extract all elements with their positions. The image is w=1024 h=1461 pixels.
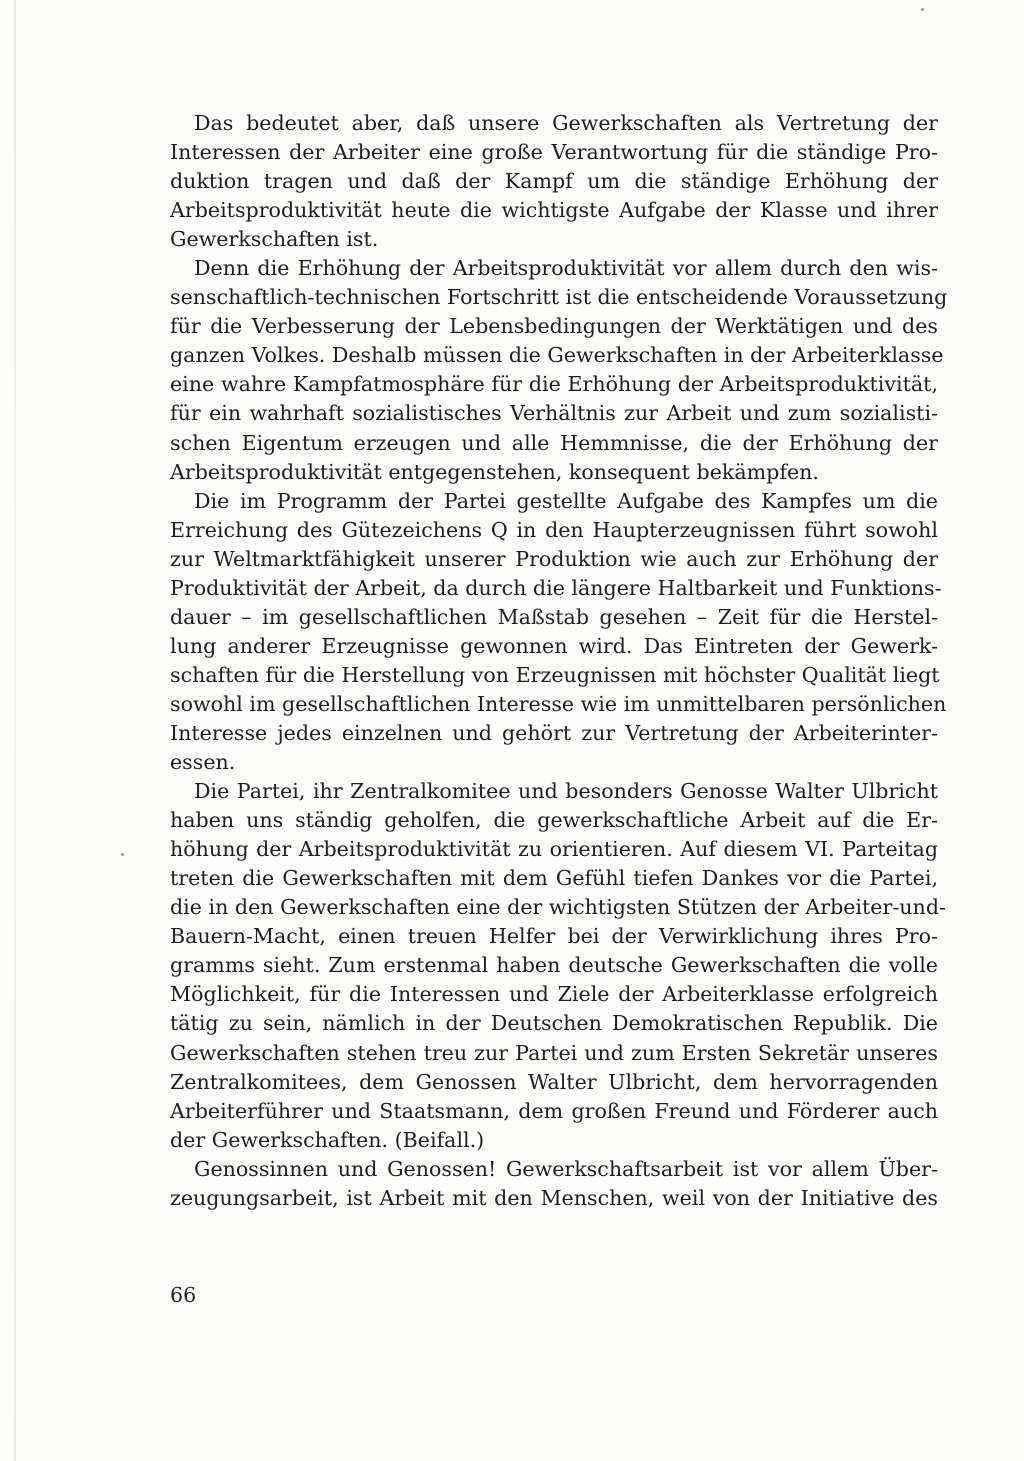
text-line: Das bedeutet aber, daß unsere Gewerkschaften als Vertretung der	[194, 111, 938, 135]
text-line: haben uns ständig geholfen, die gewerkschaftliche Arbeit auf die Er-	[170, 808, 938, 833]
text-line: Interessen der Arbeiter eine große Verantwortung für die ständige Pro-	[170, 140, 938, 165]
text-line: eine wahre Kampfatmosphäre für die Erhöhung der Arbeitsproduktivität,	[170, 372, 938, 397]
text-line: treten die Gewerkschaften mit dem Gefühl tiefen Dankes vor die Partei,	[170, 866, 938, 891]
text-line: schaften für die Herstellung von Erzeugnissen mit höchster Qualität liegt	[170, 662, 940, 687]
text-line: gramms sieht. Zum erstenmal haben deutsche Gewerkschaften die volle	[170, 953, 938, 978]
text-line: zur Weltmarktfähigkeit unserer Produktion wie auch zur Erhöhung der	[170, 546, 938, 571]
text-line: Die Partei, ihr Zentralkomitee und besonders Genosse Walter Ulbricht	[194, 779, 938, 804]
text-line: Interesse jedes einzelnen und gehört zur Vertretung der Arbeiterinter-	[170, 720, 938, 745]
text-line: lung anderer Erzeugnisse gewonnen wird. Das Eintreten der Gewerk-	[170, 633, 938, 658]
text-line: dauer – im gesellschaftlichen Maßstab gesehen – Zeit für die Herstel-	[170, 604, 938, 629]
text-line: tätig zu sein, nämlich in der Deutschen Demokratischen Republik. Die	[170, 1011, 938, 1036]
text-line: Produktivität der Arbeit, da durch die längere Haltbarkeit und Funktions-	[170, 575, 942, 600]
paragraph	[170, 109, 938, 254]
dust-speck	[121, 853, 124, 856]
text-line: senschaftlich-technischen Fortschritt ist die entscheidende Voraussetzung	[170, 285, 948, 310]
text-line: zeugungsarbeit, ist Arbeit mit den Menschen, weil von der Initiative des	[170, 1185, 938, 1210]
text-line: ganzen Volkes. Deshalb müssen die Gewerkschaften in der Arbeiterklasse	[170, 343, 944, 368]
page-edge-shadow	[14, 0, 16, 1461]
text-line: Gewerkschaften stehen treu zur Partei und zum Ersten Sekretär unseres	[170, 1040, 938, 1065]
text-line: Die im Programm der Partei gestellte Aufgabe des Kampfes um die	[194, 488, 938, 513]
text-line: duktion tragen und daß der Kampf um die ständige Erhöhung der	[170, 169, 938, 194]
text-line: Zentralkomitees, dem Genossen Walter Ulbricht, dem hervorragenden	[170, 1069, 938, 1094]
text-line: Arbeiterführer und Staatsmann, dem großen Freund und Förderer auch	[170, 1098, 938, 1123]
text-line: Arbeitsproduktivität heute die wichtigste Aufgabe der Klasse und ihrer	[170, 198, 938, 223]
text-line: Denn die Erhöhung der Arbeitsproduktivität vor allem durch den wis-	[194, 256, 938, 281]
text-line: die in den Gewerkschaften eine der wichtigsten Stützen der Arbeiter-und-	[170, 895, 946, 920]
text-line: für ein wahrhaft sozialistisches Verhältnis zur Arbeit und zum sozialisti-	[170, 401, 938, 426]
text-line: Möglichkeit, für die Interessen und Ziele der Arbeiterklasse erfolgreich	[170, 982, 938, 1007]
dust-speck	[921, 8, 924, 11]
text-line: Gewerkschaften ist.	[170, 227, 379, 252]
paragraph	[170, 777, 946, 1155]
paragraph	[170, 1155, 938, 1213]
page-number: 66	[170, 1283, 197, 1307]
paragraph	[170, 254, 948, 486]
text-line: sowohl im gesellschaftlichen Interesse wie im unmittelbaren persönlichen	[170, 691, 947, 716]
body-text	[170, 109, 948, 1213]
text-line: der Gewerkschaften. (Beifall.)	[170, 1127, 485, 1152]
text-line: Bauern-Macht, einen treuen Helfer bei der Verwirklichung ihres Pro-	[170, 924, 938, 949]
paragraph	[170, 487, 947, 777]
text-line: höhung der Arbeitsproduktivität zu orientieren. Auf diesem VI. Parteitag	[170, 837, 938, 862]
text-line: Genossinnen und Genossen! Gewerkschaftsarbeit ist vor allem Über-	[194, 1156, 938, 1181]
text-line: Erreichung des Gütezeichens Q in den Haupterzeugnissen führt sowohl	[170, 517, 938, 542]
text-line: essen.	[170, 750, 236, 775]
text-line: Arbeitsproduktivität entgegenstehen, konsequent bekämpfen.	[170, 459, 819, 484]
text-line: für die Verbesserung der Lebensbedingungen der Werktätigen und des	[170, 314, 938, 339]
text-line: schen Eigentum erzeugen und alle Hemmnisse, die der Erhöhung der	[170, 430, 938, 455]
